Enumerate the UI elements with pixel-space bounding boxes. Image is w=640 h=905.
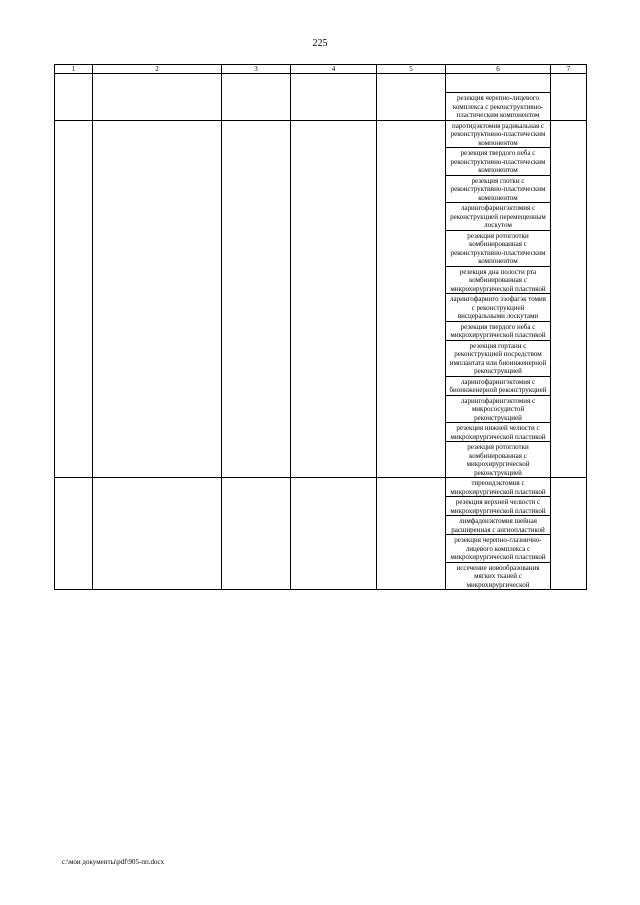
table-header-row [55, 65, 587, 74]
procedure-item: резекция дна полости рта комбинированная с микрохирургической пластикой [446, 267, 550, 295]
table-cell [93, 478, 222, 590]
table-cell [55, 120, 93, 478]
procedure-item: резекция твердого неба с микрохирургической пластикой [446, 322, 550, 341]
table-cell [551, 478, 587, 590]
procedure-item: резекция твердого неба с реконструктивно-пластическим компонентом [446, 148, 550, 176]
table-cell [291, 478, 377, 590]
procedures-cell [446, 478, 551, 590]
header-cell: 7 [551, 65, 587, 74]
procedure-item: резекция ротоглотки комбинированная с реконструктивно-пластическим компонентом [446, 231, 550, 267]
table-cell [377, 478, 446, 590]
table-cell [93, 120, 222, 478]
header-cell: 1 [55, 65, 93, 74]
procedure-item: ларингофарингэктомия с биоинженерной реконструкцией [446, 377, 550, 396]
header-cell: 6 [446, 65, 551, 74]
table-cell [377, 120, 446, 478]
table-cell [291, 74, 377, 121]
procedure-item: резекция черепно-лицевого комплекса с реконструктивно-пластическим компонентом [452, 94, 544, 119]
table-cell [551, 74, 587, 121]
file-path-footer: c:\мои документы\pdf\905-пп.docx [62, 858, 165, 866]
procedure-item: тиреоидэктомия с микрохирургической пластикой [446, 478, 550, 497]
table-row [55, 120, 587, 478]
table-cell [55, 478, 93, 590]
procedure-item: резекция нижней челюсти с микрохирургической пластикой [446, 423, 550, 442]
procedures-table [54, 64, 587, 590]
table-cell [291, 120, 377, 478]
procedure-item: резекция гортани с реконструкцией посредством имплантата или биоинженерной реконструкцией [446, 341, 550, 377]
empty-subcell [446, 74, 550, 93]
table-cell [55, 74, 93, 121]
procedure-item: резекция черепно-глазнично-лицевого комплекса с микрохирургической пластикой [446, 535, 550, 563]
procedure-item: резекция глотки с реконструктивно-пластическим компонентом [446, 176, 550, 204]
header-cell: 5 [377, 65, 446, 74]
table-cell [377, 74, 446, 121]
header-cell: 3 [222, 65, 291, 74]
table-cell [551, 120, 587, 478]
procedure-item: иссечение новообразования мягких тканей с микрохирургической [456, 563, 540, 589]
procedure-item: резекция верхней челюсти с микрохирургической пластикой [446, 497, 550, 516]
procedures-cell [446, 74, 551, 121]
table-cell [93, 74, 222, 121]
table-row [55, 74, 587, 121]
procedure-item: паротидэктомия радикальная с реконструктивно-пластическим компонентом [446, 121, 550, 149]
procedure-item: резекция ротоглотки комбинированная с микрохирургической реконструкцией [466, 443, 530, 477]
table-row [55, 478, 587, 590]
procedure-item: лимфаденэктомия шейная расширенная с ангиопластикой [446, 516, 550, 535]
procedure-item: ларингофарингэктомия с реконструкцией перемещенным лоскутом [446, 203, 550, 231]
table-cell [222, 478, 291, 590]
procedures-cell [446, 120, 551, 478]
procedure-item: ларингофаринго эзофагэк томия с реконструкцией висцеральными лоскутами [446, 294, 550, 322]
header-cell: 2 [93, 65, 222, 74]
procedure-item: ларингофарингэктомия с микрососудистой реконструкцией [446, 396, 550, 424]
header-cell: 4 [291, 65, 377, 74]
table-cell [222, 120, 291, 478]
page-number: 225 [312, 38, 328, 49]
table-cell [222, 74, 291, 121]
